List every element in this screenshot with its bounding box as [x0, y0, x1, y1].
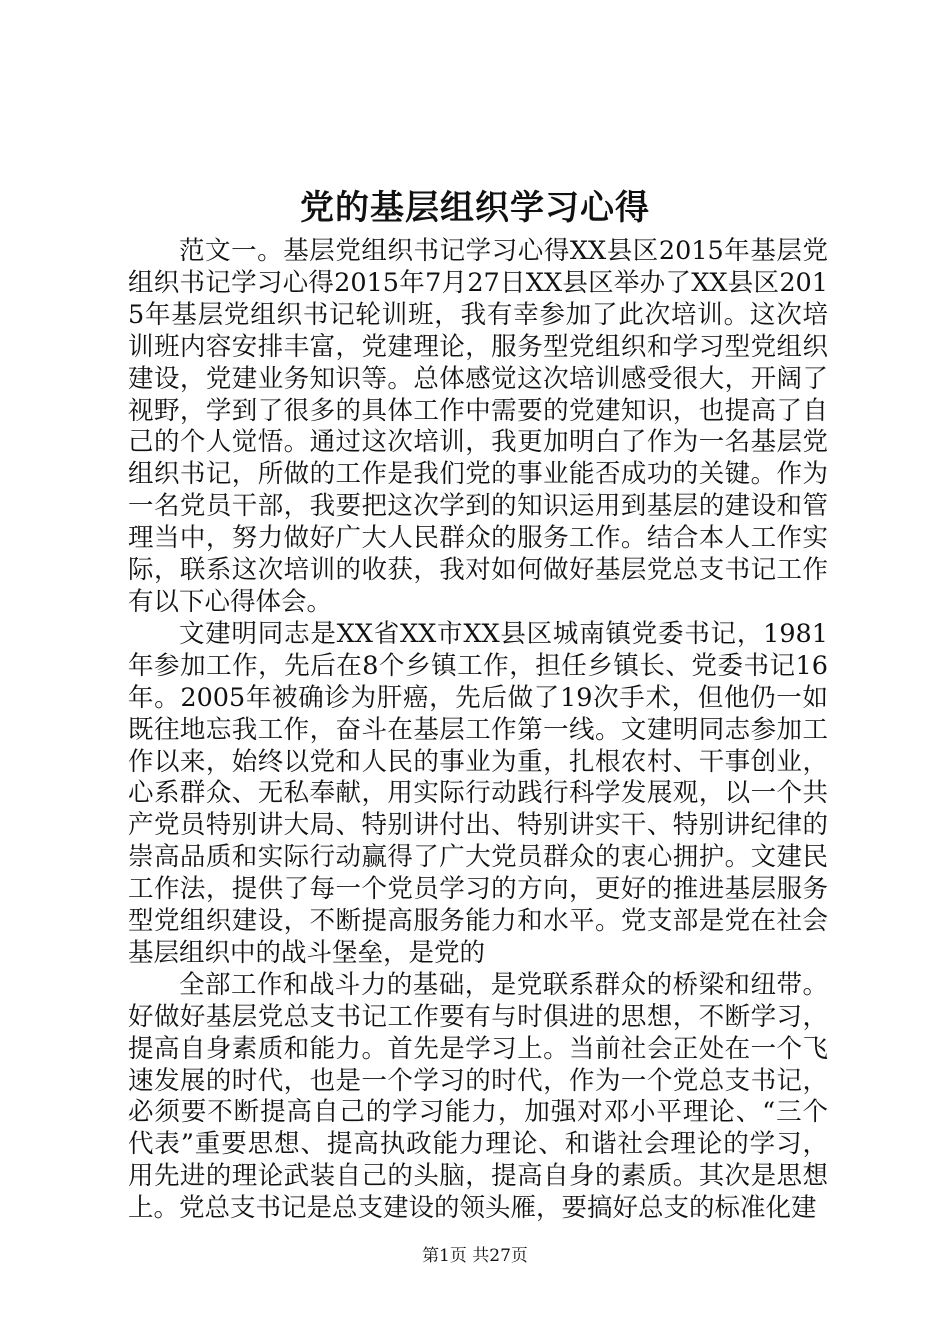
document-body: [128, 236, 828, 1225]
paragraph-3: 全部工作和战斗力的基础，是党联系群众的桥梁和纽带。好做好基层党总支书记工作要有与时俱进的思想，不断学习，提高自身素质和能力。首先是学习上。当前社会正处在一个飞速发展的时代，也是一个学习的时代，作为一个党总支书记，必须要不断提高自己的学习能力，加强对邓小平理论、“三个代表”重要思想、提高执政能力理论、和谐社会理论的学习，用先进的理论武装自己的头脑，提高自身的素质。其次是思想上。党总支书记是总支建设的领头雁，要搞好总支的标准化建: [128, 969, 828, 1224]
page-number-footer: 第1页 共27页: [422, 1246, 528, 1266]
paragraph-2: 文建明同志是XX省XX市XX县区城南镇党委书记，1981年参加工作，先后在8个乡镇工作，担任乡镇长、党委书记16年。2005年被确诊为肝癌，先后做了19次手术，但他仍一如既往地忘我工作，奋斗在基层工作第一线。文建明同志参加工作以来，始终以党和人民的事业为重，扎根农村、干事创业，心系群众、无私奉献，用实际行动践行科学发展观，以一个共产党员特别讲大局、特别讲付出、特别讲实干、特别讲纪律的崇高品质和实际行动赢得了广大党员群众的衷心拥护。文建民工作法，提供了每一个党员学习的方向，更好的推进基层服务型党组织建设，不断提高服务能力和水平。党支部是党在社会基层组织中的战斗堡垒，是党的: [128, 618, 828, 968]
paragraph-1: 范文一。基层党组织书记学习心得XX县区2015年基层党组织书记学习心得2015年7月27日XX县区举办了XX县区2015年基层党组织书记轮训班，我有幸参加了此次培训。这次培训班内容安排丰富，党建理论，服务型党组织和学习型党组织建设，党建业务知识等。总体感觉这次培训感受很大，开阔了视野，学到了很多的具体工作中需要的党建知识，也提高了自己的个人觉悟。通过这次培训，我更加明白了作为一名基层党组织书记，所做的工作是我们党的事业能否成功的关键。作为一名党员干部，我要把这次学到的知识运用到基层的建设和管理当中，努力做好广大人民群众的服务工作。结合本人工作实际，联系这次培训的收获，我对如何做好基层党总支书记工作有以下心得体会。: [128, 236, 828, 617]
document-title: 党的基层组织学习心得: [300, 188, 650, 228]
